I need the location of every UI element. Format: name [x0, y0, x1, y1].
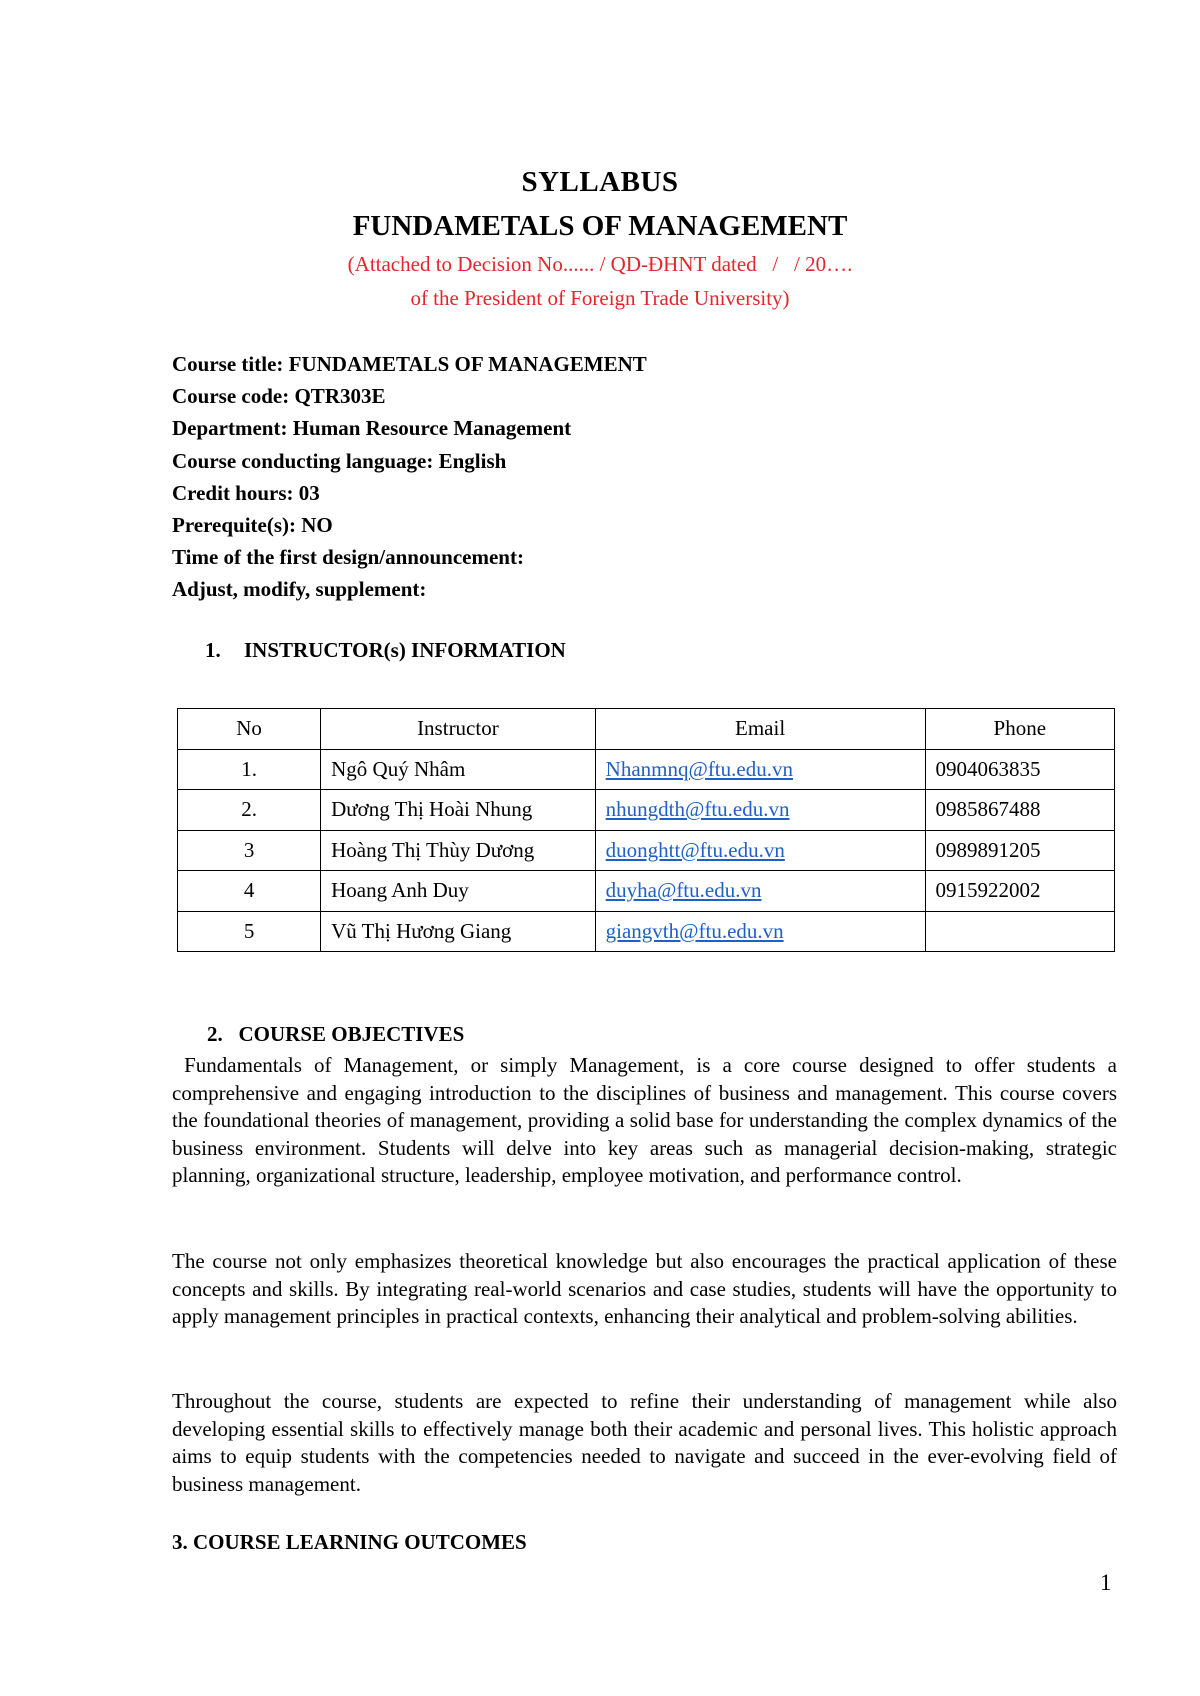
course-info [172, 348, 647, 606]
cell-instructor: Ngô Quý Nhâm [321, 749, 596, 790]
cell-phone: 0915922002 [925, 871, 1114, 912]
email-link[interactable]: duonghtt@ftu.edu.vn [595, 830, 925, 871]
email-link[interactable]: Nhanmnq@ftu.edu.vn [595, 749, 925, 790]
header-instructor: Instructor [321, 709, 596, 750]
table-row [178, 749, 1115, 790]
cell-instructor: Hoàng Thị Thùy Dương [321, 830, 596, 871]
prerequisite-line: Prerequite(s): NO [172, 513, 333, 538]
table-row [178, 871, 1115, 912]
cell-phone: 0904063835 [925, 749, 1114, 790]
cell-instructor: Vũ Thị Hương Giang [321, 911, 596, 952]
cell-phone: 0989891205 [925, 830, 1114, 871]
cell-phone [925, 911, 1114, 952]
cell-no: 1. [178, 749, 321, 790]
course-code-line: Course code: QTR303E [172, 384, 386, 409]
cell-instructor: Dương Thị Hoài Nhung [321, 790, 596, 831]
cell-no: 2. [178, 790, 321, 831]
department-line: Department: Human Resource Management [172, 416, 572, 441]
cell-instructor: Hoang Anh Duy [321, 871, 596, 912]
objectives-paragraph-3: Throughout the course, students are expected to refine their understanding of management while also developing essential skills to effectively manage both their academic and personal lives. This holistic approach aims to equip students with the competencies needed to navigate and succeed in the ever-evolving field of business management. [172, 1389, 1117, 1496]
first-design-line: Time of the first design/announcement: [172, 545, 524, 570]
table-row [178, 911, 1115, 952]
credit-hours-line: Credit hours: 03 [172, 480, 320, 505]
section-title: INSTRUCTOR(s) INFORMATION [244, 638, 566, 662]
table-row [178, 830, 1115, 871]
president-line: of the President of Foreign Trade University) [410, 286, 790, 310]
document-subtitle: FUNDAMETALS OF MANAGEMENT [352, 210, 848, 242]
instructor-table [177, 708, 1115, 952]
document-title: SYLLABUS [521, 166, 679, 198]
cell-phone: 0985867488 [925, 790, 1114, 831]
header-email: Email [595, 709, 925, 750]
email-link[interactable]: giangvth@ftu.edu.vn [595, 911, 925, 952]
decision-line: (Attached to Decision No...... / QD-ĐHNT dated / / 20…. [347, 252, 853, 276]
email-link[interactable]: duyha@ftu.edu.vn [595, 871, 925, 912]
language-line: Course conducting language: English [172, 448, 507, 473]
objectives-paragraph-2: The course not only emphasizes theoretical knowledge but also encourages the practical application of these concepts and skills. By integrating real-world scenarios and case studies, students will have the opportunity to apply management principles in practical contexts, enhancing their analytical and problem-solving abilities. [172, 1249, 1117, 1329]
section-objectives-heading: 2. COURSE OBJECTIVES [207, 1022, 465, 1046]
cell-no: 4 [178, 871, 321, 912]
objectives-paragraph-1: Fundamentals of Management, or simply Management, is a core course designed to offer students a comprehensive and engaging introduction to the disciplines of business and management. This course covers the foundational theories of management, providing a solid base for understanding the complex dynamics of the business environment. Students will delve into key areas such as managerial decision-making, strategic planning, organizational structure, leadership, employee motivation, and performance control. [172, 1053, 1123, 1188]
cell-no: 3 [178, 830, 321, 871]
cell-no: 5 [178, 911, 321, 952]
section-number: 1. [205, 638, 221, 662]
header-phone: Phone [925, 709, 1114, 750]
table-row [178, 790, 1115, 831]
course-title-line: Course title: FUNDAMETALS OF MANAGEMENT [172, 352, 647, 376]
section-instructor-heading [207, 638, 566, 663]
page-number: 1 [1100, 1570, 1112, 1595]
table-header-row [178, 709, 1115, 750]
section-outcomes-heading: 3. COURSE LEARNING OUTCOMES [172, 1530, 527, 1554]
email-link[interactable]: nhungdth@ftu.edu.vn [595, 790, 925, 831]
header-no: No [178, 709, 321, 750]
adjust-line: Adjust, modify, supplement: [172, 577, 427, 602]
